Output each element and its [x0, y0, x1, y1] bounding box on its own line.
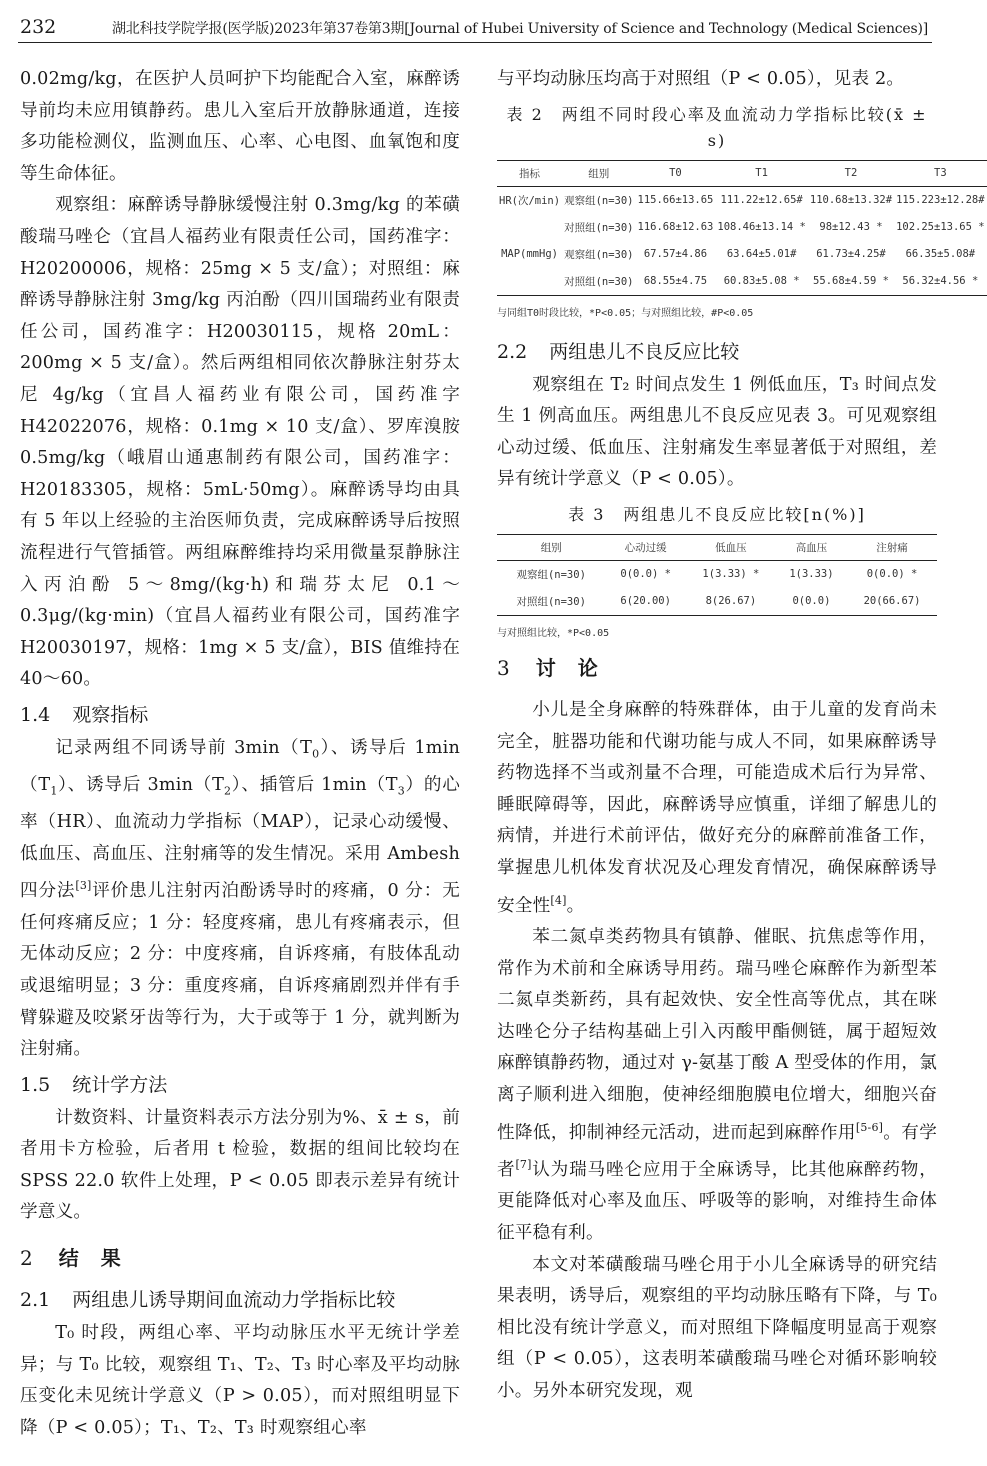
- section-title: 讨论: [535, 655, 620, 680]
- paragraph: 计数资料、计量资料表示方法分别为%、x̄ ± s，前者用卡方检验，后者用 t 检验，数据的组间比较均在 SPSS 22.0 软件上处理，P < 0.05 即表示差异有统计学意义。: [20, 1107, 460, 1223]
- citation-ref: [7]: [515, 1158, 532, 1171]
- table-header-row: 组别 心动过缓 低血压 高血压 注射痛: [497, 534, 937, 560]
- table-2-note: 与同组T0时段比较，*P<0.05；与对照组比较，#P<0.05: [497, 307, 754, 319]
- page-header: [18, 10, 932, 43]
- table-3-note: 与对照组比较，*P<0.05: [497, 627, 610, 639]
- section-heading-1-4: [20, 700, 460, 731]
- paragraph: 小儿是全身麻醉的特殊群体，由于儿童的发育尚未完全，脏器功能和代谢功能与成人不同，如果麻醉诱导药物选择不当或剂量不合理，可能造成术后行为异常、睡眠障碍等，因此，麻醉诱导应慎重，详细了解患儿的病情，并进行术前评估，做好充分的麻醉前准备工作，掌握患儿机体发育状况及心理发育情况，确保麻醉诱导安全性[4]。: [497, 699, 937, 916]
- paragraph: T₀ 时段，两组心率、平均动脉压水平无统计学差异；与 T₀ 比较，观察组 T₁、T₂、T₃ 时心率及平均动脉压变化未见统计学意义（P > 0.05），而对照组明显下降（P < 0.05）；T₁、T₂、T₃ 时观察组心率: [20, 1323, 460, 1438]
- table-3-caption: 表 3 两组患儿不良反应比较[n(%)]: [568, 504, 866, 524]
- table-row: MAP(mmHg) 观察组(n=30) 67.57±4.86 63.64±5.01# 61.73±4.25# 66.35±5.08#: [501, 248, 976, 261]
- section-heading-2: [20, 1241, 460, 1275]
- section-heading-2-2: [497, 337, 937, 368]
- table-header-row: 指标 组别 T0 T1 T2 T3: [497, 160, 987, 186]
- section-number: 2.2: [497, 340, 528, 363]
- section-title: 结果: [58, 1246, 143, 1271]
- paragraph: 苯二氮卓类药物具有镇静、催眠、抗焦虑等作用，常作为术前和全麻诱导用药。瑞马唑仑麻醉作为新型苯二氮卓类新药，具有起效快、安全性高等优点，其在咪达唑仑分子结构基础上引入丙酸甲酯侧链，属于超短效麻醉镇静药物，通过对 γ-氨基丁酸 A 型受体的作用，氯离子顺利进入细胞，使神经细胞膜电位增大，细胞兴奋性降低，抑制神经元活动，进而起到麻醉作用[5-6]。有学者[7]认为瑞马唑仑应用于全麻诱导，比其他麻醉药物，更能降低对心率及血压、呼吸等的影响，对维持生命体征平稳有利。: [497, 926, 938, 1244]
- right-column: [497, 64, 985, 1408]
- table-3: [497, 534, 937, 616]
- paragraph: 0.02mg/kg，在医护人员呵护下均能配合入室，麻醉诱导前均未应用镇静药。患儿入室后开放静脉通道，连接多功能检测仪，监测血压、心率、心电图、血氧饱和度等生命体征。: [20, 69, 460, 184]
- table-2: [497, 160, 987, 296]
- table-row: 对照组(n=30) 68.55±4.75 60.83±5.08 * 55.68±4.59 * 56.32±4.56 *: [497, 268, 987, 296]
- section-title: 观察指标: [72, 703, 149, 726]
- paragraph: 记录两组不同诱导前 $3\min(T_0)$、诱导后 $1\min(T_1)$、诱导后 $3\min(T_2)$、插管后 $1\min(T_3)$的心率（HR）、血流动力学指标（MAP），记录心动缓慢、低血压、高血压、注射痛等的发生情况。采用 Ambesh 四分法[3]评价患儿注射丙泊酚诱导时的疼痛，0 分：无任何疼痛反应；1 分：轻度疼痛，患儿有疼痛表示，但无体动反应；2 分：中度疼痛，自诉疼痛，有肢体乱动或退缩明显；3 分：重度疼痛，自诉疼痛剧烈并伴有手臂躲避及咬紧牙齿等行为，大于或等于 1 分，就判断为注射痛。: [20, 737, 460, 1060]
- citation-ref: [3]: [75, 879, 92, 893]
- left-column: [20, 64, 460, 1444]
- section-number: 3: [497, 655, 510, 680]
- citation-ref: [4]: [550, 893, 567, 907]
- page-number: 232: [20, 16, 57, 38]
- section-number: 1.4: [20, 703, 51, 726]
- paragraph: 与平均动脉压均高于对照组（P < 0.05），见表 2。: [497, 69, 905, 89]
- section-heading-2-1: [20, 1285, 460, 1316]
- section-number: 1.5: [20, 1073, 51, 1096]
- journal-title: 湖北科技学院学报(医学版)2023年第37卷第3期[Journal of Hubei University of Science and Technology (Medical Sciences)]: [111, 21, 928, 37]
- section-title: 两组患儿诱导期间血流动力学指标比较: [72, 1289, 396, 1312]
- section-title: 两组患儿不良反应比较: [549, 340, 740, 363]
- table-row: HR(次/min) 观察组(n=30) 115.66±13.65 111.22±12.65# 110.68±13.32# 115.223±12.28#: [499, 194, 985, 207]
- section-number: 2: [20, 1246, 33, 1271]
- paragraph: 本文对苯磺酸瑞马唑仑用于小儿全麻诱导的研究结果表明，诱导后，观察组的平均动脉压略有下降，与 T₀ 相比没有统计学意义，而对照组下降幅度明显高于观察组（P < 0.05），这表明苯磺酸瑞马唑仑对循环影响较小。另外本研究发现，观: [497, 1254, 937, 1402]
- section-number: 2.1: [20, 1289, 51, 1312]
- citation-ref: [5-6]: [855, 1120, 884, 1134]
- table-row: 观察组(n=30) 0(0.0) * 1(3.33) * 1(3.33) 0(0.0) *: [516, 568, 918, 581]
- paragraph: 观察组在 T₂ 时间点发生 1 例低血压，T₃ 时间点发生 1 例高血压。两组患儿不良反应见表 3。可见观察组心动过缓、低血压、注射痛发生率显著低于对照组，差异有统计学意义（P < 0.05）。: [497, 374, 937, 490]
- section-title: 统计学方法: [72, 1073, 168, 1096]
- paragraph: 观察组：麻醉诱导静脉缓慢注射 0.3mg/kg 的苯磺酸瑞马唑仑（宜昌人福药业有限责任公司，国药准字：H20200006，规格：25mg × 5 支/盒）；对照组：麻醉诱导静脉注射 3mg/kg 丙泊酚（四川国瑞药业有限责任公司，国药准字：H20030115，规格 20mL：200mg × 5 支/盒）。然后两组相同依次静脉注射芬太尼 4g/kg（宜昌人福药业有限公司，国药准字 H42022076，规格：0.1mg × 10 支/盒）、罗库溴胺 0.5mg/kg（峨眉山通惠制药有限公司，国药准字：H20183305，规格：5mL·50mg）。麻醉诱导均由具有 5 年以上经验的主治医师负责，完成麻醉诱导后按照流程进行气管插管。两组麻醉维持均采用微量泵静脉注入丙泊酚 5～8mg/(kg·h)和瑞芬太尼 0.1～0.3μg/(kg·min)（宜昌人福药业有限公司，国药准字 H20030197，规格：1mg × 5 支/盒），BIS 值维持在 40～60。: [20, 195, 460, 690]
- section-heading-1-5: [20, 1070, 460, 1101]
- table-row: 对照组(n=30) 6(20.00) 8(26.67) 0(0.0) 20(66.67): [497, 588, 937, 616]
- table-2-caption: 表 2 两组不同时段心率及血流动力学指标比较(x̄ ± s): [506, 104, 928, 150]
- section-heading-3: [497, 651, 937, 685]
- table-row: 对照组(n=30) 116.68±12.63 108.46±13.14 * 98±12.43 * 102.25±13.65 *: [564, 221, 985, 234]
